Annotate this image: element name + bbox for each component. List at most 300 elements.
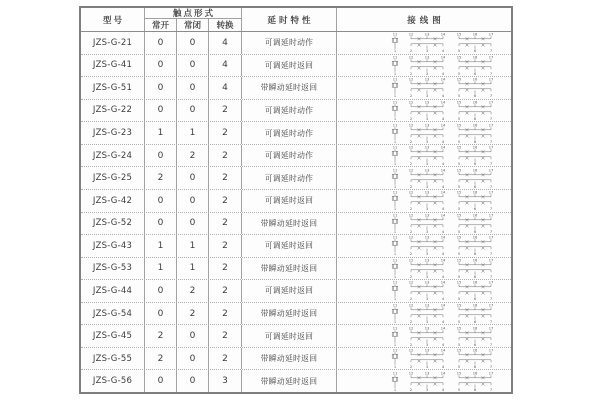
normally-closed-cell: 0 <box>177 348 209 370</box>
svg-text:17: 17 <box>488 168 494 173</box>
svg-text:17: 17 <box>488 77 494 82</box>
svg-text:12: 12 <box>408 235 414 240</box>
svg-text:5: 5 <box>457 320 461 325</box>
svg-text:6: 6 <box>473 207 477 212</box>
svg-text:3: 3 <box>425 207 429 212</box>
svg-text:6: 6 <box>473 342 477 347</box>
svg-text:7: 7 <box>489 342 493 347</box>
svg-text:4: 4 <box>441 252 445 257</box>
svg-text:5: 5 <box>457 139 461 144</box>
changeover-cell: 2 <box>209 145 242 167</box>
svg-text:12: 12 <box>408 55 414 60</box>
svg-text:15: 15 <box>456 77 462 82</box>
svg-text:2: 2 <box>409 320 413 325</box>
wiring-cell <box>337 167 511 189</box>
svg-text:15: 15 <box>456 123 462 128</box>
svg-text:5: 5 <box>457 297 461 302</box>
wiring-diagram <box>387 32 502 53</box>
table-row <box>81 77 511 100</box>
svg-text:3: 3 <box>425 252 429 257</box>
svg-text:17: 17 <box>488 100 494 105</box>
svg-text:7: 7 <box>489 49 493 54</box>
svg-text:7: 7 <box>489 297 493 302</box>
svg-text:1: 1 <box>393 274 397 279</box>
normally-closed-cell: 2 <box>177 280 209 302</box>
table-header-row <box>81 8 511 32</box>
wiring-diagram <box>387 77 502 98</box>
svg-text:13: 13 <box>424 258 430 263</box>
svg-text:12: 12 <box>408 32 414 37</box>
svg-text:12: 12 <box>408 168 414 173</box>
svg-text:5: 5 <box>457 184 461 189</box>
changeover-cell: 2 <box>209 190 242 212</box>
changeover-cell: 2 <box>209 100 242 122</box>
svg-text:14: 14 <box>440 258 446 263</box>
svg-text:6: 6 <box>473 71 477 76</box>
svg-text:15: 15 <box>456 303 462 308</box>
svg-text:17: 17 <box>488 280 494 285</box>
svg-text:5: 5 <box>457 71 461 76</box>
svg-text:11: 11 <box>392 326 398 331</box>
model-cell: JZS-G-51 <box>81 77 145 99</box>
svg-text:15: 15 <box>456 213 462 218</box>
model-cell: JZS-G-55 <box>81 348 145 370</box>
svg-text:16: 16 <box>472 55 478 60</box>
normally-open-cell: 0 <box>145 77 177 99</box>
table-row <box>81 32 511 55</box>
delay-cell: 带瞬动延时返回 <box>242 370 337 392</box>
normally-open-cell: 1 <box>145 235 177 257</box>
table-row <box>81 190 511 213</box>
svg-text:11: 11 <box>392 32 398 37</box>
svg-text:13: 13 <box>424 168 430 173</box>
normally-open-cell: 0 <box>145 55 177 77</box>
normally-open-cell: 2 <box>145 348 177 370</box>
svg-text:16: 16 <box>472 258 478 263</box>
normally-open-cell: 2 <box>145 325 177 347</box>
svg-text:7: 7 <box>489 207 493 212</box>
svg-text:2: 2 <box>409 342 413 347</box>
svg-text:1: 1 <box>393 139 397 144</box>
table-row <box>81 370 511 392</box>
svg-text:5: 5 <box>457 49 461 54</box>
svg-text:3: 3 <box>425 139 429 144</box>
svg-text:3: 3 <box>425 342 429 347</box>
wiring-diagram <box>387 348 502 369</box>
svg-text:5: 5 <box>457 274 461 279</box>
svg-text:16: 16 <box>472 190 478 195</box>
svg-text:11: 11 <box>392 190 398 195</box>
svg-text:14: 14 <box>440 326 446 331</box>
changeover-cell: 2 <box>209 348 242 370</box>
changeover-cell: 3 <box>209 370 242 392</box>
svg-text:16: 16 <box>472 213 478 218</box>
svg-text:15: 15 <box>456 235 462 240</box>
svg-text:2: 2 <box>409 297 413 302</box>
svg-text:1: 1 <box>393 207 397 212</box>
svg-text:17: 17 <box>488 123 494 128</box>
svg-text:15: 15 <box>456 371 462 376</box>
svg-text:14: 14 <box>440 123 446 128</box>
svg-text:3: 3 <box>425 116 429 121</box>
wiring-diagram <box>387 213 502 234</box>
svg-text:2: 2 <box>409 274 413 279</box>
svg-text:4: 4 <box>441 116 445 121</box>
svg-text:7: 7 <box>489 274 493 279</box>
svg-text:3: 3 <box>425 71 429 76</box>
table-row <box>81 280 511 303</box>
changeover-cell: 4 <box>209 32 242 54</box>
svg-text:17: 17 <box>488 348 494 353</box>
normally-closed-cell: 1 <box>177 122 209 144</box>
svg-text:16: 16 <box>472 168 478 173</box>
normally-closed-cell: 0 <box>177 77 209 99</box>
svg-text:16: 16 <box>472 280 478 285</box>
svg-text:6: 6 <box>473 387 477 392</box>
svg-text:16: 16 <box>472 348 478 353</box>
svg-text:2: 2 <box>409 116 413 121</box>
svg-text:2: 2 <box>409 162 413 167</box>
svg-text:1: 1 <box>393 387 397 392</box>
svg-text:13: 13 <box>424 77 430 82</box>
svg-text:16: 16 <box>472 32 478 37</box>
svg-text:5: 5 <box>457 365 461 370</box>
svg-text:13: 13 <box>424 190 430 195</box>
svg-text:12: 12 <box>408 145 414 150</box>
svg-text:1: 1 <box>393 116 397 121</box>
normally-closed-cell: 2 <box>177 303 209 325</box>
svg-text:11: 11 <box>392 371 398 376</box>
svg-text:4: 4 <box>441 342 445 347</box>
wiring-cell <box>337 213 511 235</box>
table-row <box>81 55 511 78</box>
svg-text:17: 17 <box>488 213 494 218</box>
normally-open-cell: 1 <box>145 122 177 144</box>
wiring-cell <box>337 145 511 167</box>
svg-text:15: 15 <box>456 258 462 263</box>
changeover-cell: 4 <box>209 77 242 99</box>
svg-text:7: 7 <box>489 162 493 167</box>
svg-text:1: 1 <box>393 252 397 257</box>
svg-text:13: 13 <box>424 123 430 128</box>
table-row <box>81 167 511 190</box>
normally-closed-cell: 0 <box>177 190 209 212</box>
svg-text:2: 2 <box>409 365 413 370</box>
svg-text:16: 16 <box>472 326 478 331</box>
svg-text:2: 2 <box>409 94 413 99</box>
svg-text:15: 15 <box>456 326 462 331</box>
svg-text:2: 2 <box>409 71 413 76</box>
wiring-diagram <box>387 235 502 256</box>
svg-text:13: 13 <box>424 303 430 308</box>
table-row <box>81 213 511 236</box>
model-cell: JZS-G-43 <box>81 235 145 257</box>
svg-text:12: 12 <box>408 77 414 82</box>
delay-cell: 可调延时返回 <box>242 325 337 347</box>
svg-text:16: 16 <box>472 100 478 105</box>
table-row <box>81 122 511 145</box>
svg-text:2: 2 <box>409 49 413 54</box>
svg-text:3: 3 <box>425 365 429 370</box>
svg-text:14: 14 <box>440 303 446 308</box>
normally-closed-cell: 0 <box>177 55 209 77</box>
svg-text:4: 4 <box>441 320 445 325</box>
svg-text:17: 17 <box>488 145 494 150</box>
svg-text:17: 17 <box>488 235 494 240</box>
normally-open-cell: 0 <box>145 32 177 54</box>
changeover-cell: 2 <box>209 258 242 280</box>
wiring-cell <box>337 77 511 99</box>
header-changeover: 转换 <box>216 21 234 31</box>
svg-text:14: 14 <box>440 55 446 60</box>
svg-text:12: 12 <box>408 213 414 218</box>
svg-text:14: 14 <box>440 213 446 218</box>
wiring-diagram <box>387 145 502 166</box>
svg-text:7: 7 <box>489 229 493 234</box>
svg-text:1: 1 <box>393 94 397 99</box>
spec-table <box>79 6 513 394</box>
svg-text:6: 6 <box>473 297 477 302</box>
wiring-cell <box>337 370 511 392</box>
svg-text:13: 13 <box>424 213 430 218</box>
normally-closed-cell: 0 <box>177 213 209 235</box>
table-row <box>81 258 511 281</box>
model-cell: JZS-G-56 <box>81 370 145 392</box>
svg-text:4: 4 <box>441 387 445 392</box>
svg-text:6: 6 <box>473 49 477 54</box>
svg-text:11: 11 <box>392 348 398 353</box>
svg-text:17: 17 <box>488 55 494 60</box>
svg-text:11: 11 <box>392 280 398 285</box>
normally-closed-cell: 1 <box>177 258 209 280</box>
svg-text:2: 2 <box>409 229 413 234</box>
svg-text:14: 14 <box>440 77 446 82</box>
changeover-cell: 2 <box>209 280 242 302</box>
delay-cell: 带瞬动延时返回 <box>242 303 337 325</box>
svg-text:17: 17 <box>488 190 494 195</box>
changeover-cell: 2 <box>209 122 242 144</box>
svg-text:6: 6 <box>473 184 477 189</box>
table-row <box>81 100 511 123</box>
svg-text:3: 3 <box>425 49 429 54</box>
model-cell: JZS-G-53 <box>81 258 145 280</box>
svg-text:7: 7 <box>489 116 493 121</box>
wiring-cell <box>337 32 511 54</box>
table-rows <box>81 32 511 392</box>
svg-text:5: 5 <box>457 207 461 212</box>
svg-text:2: 2 <box>409 252 413 257</box>
svg-text:12: 12 <box>408 348 414 353</box>
svg-text:5: 5 <box>457 387 461 392</box>
svg-text:5: 5 <box>457 252 461 257</box>
svg-text:15: 15 <box>456 280 462 285</box>
header-contact-form-group <box>145 8 242 31</box>
svg-text:3: 3 <box>425 184 429 189</box>
svg-text:3: 3 <box>425 94 429 99</box>
wiring-cell <box>337 325 511 347</box>
svg-text:5: 5 <box>457 162 461 167</box>
svg-text:1: 1 <box>393 162 397 167</box>
table-row <box>81 303 511 326</box>
svg-text:4: 4 <box>441 162 445 167</box>
svg-text:13: 13 <box>424 55 430 60</box>
svg-text:16: 16 <box>472 145 478 150</box>
wiring-cell <box>337 280 511 302</box>
svg-text:13: 13 <box>424 326 430 331</box>
svg-text:3: 3 <box>425 297 429 302</box>
svg-text:4: 4 <box>441 49 445 54</box>
svg-text:13: 13 <box>424 348 430 353</box>
changeover-cell: 2 <box>209 167 242 189</box>
svg-text:15: 15 <box>456 348 462 353</box>
svg-text:17: 17 <box>488 326 494 331</box>
svg-text:7: 7 <box>489 387 493 392</box>
svg-text:4: 4 <box>441 274 445 279</box>
normally-closed-cell: 0 <box>177 100 209 122</box>
header-contact-form: 触点形式 <box>145 8 241 19</box>
normally-open-cell: 0 <box>145 145 177 167</box>
delay-cell: 带瞬动延时返回 <box>242 77 337 99</box>
wiring-diagram <box>387 123 502 144</box>
wiring-diagram <box>387 190 502 211</box>
normally-closed-cell: 2 <box>177 145 209 167</box>
header-normally-closed: 常闭 <box>177 19 209 31</box>
header-model: 型号 <box>81 8 145 31</box>
svg-text:1: 1 <box>393 229 397 234</box>
svg-text:3: 3 <box>425 229 429 234</box>
normally-closed-cell: 0 <box>177 167 209 189</box>
model-cell: JZS-G-44 <box>81 280 145 302</box>
table-row <box>81 348 511 371</box>
svg-text:14: 14 <box>440 168 446 173</box>
delay-cell: 可调延时动作 <box>242 100 337 122</box>
svg-text:4: 4 <box>441 71 445 76</box>
svg-text:12: 12 <box>408 100 414 105</box>
wiring-cell <box>337 303 511 325</box>
svg-text:12: 12 <box>408 303 414 308</box>
model-cell: JZS-G-21 <box>81 32 145 54</box>
svg-text:17: 17 <box>488 32 494 37</box>
wiring-diagram <box>387 326 502 347</box>
svg-text:13: 13 <box>424 32 430 37</box>
svg-text:17: 17 <box>488 303 494 308</box>
svg-text:16: 16 <box>472 303 478 308</box>
normally-closed-cell: 0 <box>177 325 209 347</box>
model-cell: JZS-G-24 <box>81 145 145 167</box>
table-row <box>81 325 511 348</box>
svg-text:6: 6 <box>473 320 477 325</box>
svg-text:13: 13 <box>424 280 430 285</box>
header-delay-characteristic: 延时特性 <box>242 8 337 31</box>
svg-text:4: 4 <box>441 94 445 99</box>
svg-text:14: 14 <box>440 32 446 37</box>
svg-text:15: 15 <box>456 168 462 173</box>
changeover-cell: 4 <box>209 55 242 77</box>
svg-text:13: 13 <box>424 235 430 240</box>
wiring-diagram <box>387 258 502 279</box>
changeover-cell: 2 <box>209 235 242 257</box>
normally-closed-cell: 0 <box>177 32 209 54</box>
svg-text:11: 11 <box>392 55 398 60</box>
svg-text:6: 6 <box>473 116 477 121</box>
svg-text:12: 12 <box>408 371 414 376</box>
header-wiring-diagram: 接线图 <box>407 15 445 26</box>
svg-text:11: 11 <box>392 303 398 308</box>
svg-text:2: 2 <box>409 387 413 392</box>
svg-text:6: 6 <box>473 162 477 167</box>
svg-text:1: 1 <box>393 320 397 325</box>
svg-text:17: 17 <box>488 258 494 263</box>
normally-open-cell: 1 <box>145 258 177 280</box>
changeover-cell: 2 <box>209 303 242 325</box>
model-cell: JZS-G-41 <box>81 55 145 77</box>
svg-text:16: 16 <box>472 371 478 376</box>
svg-text:7: 7 <box>489 184 493 189</box>
svg-text:12: 12 <box>408 258 414 263</box>
normally-open-cell: 0 <box>145 280 177 302</box>
model-cell: JZS-G-52 <box>81 213 145 235</box>
svg-text:4: 4 <box>441 229 445 234</box>
svg-text:13: 13 <box>424 145 430 150</box>
svg-text:14: 14 <box>440 145 446 150</box>
normally-open-cell: 2 <box>145 167 177 189</box>
svg-text:6: 6 <box>473 252 477 257</box>
svg-text:15: 15 <box>456 32 462 37</box>
delay-cell: 可调延时动作 <box>242 122 337 144</box>
delay-cell: 带瞬动延时返回 <box>242 258 337 280</box>
svg-text:7: 7 <box>489 252 493 257</box>
svg-text:1: 1 <box>393 184 397 189</box>
delay-cell: 可调延时返回 <box>242 280 337 302</box>
svg-text:6: 6 <box>473 274 477 279</box>
normally-open-cell: 0 <box>145 100 177 122</box>
delay-cell: 可调延时动作 <box>242 32 337 54</box>
delay-cell: 可调延时动作 <box>242 167 337 189</box>
svg-text:1: 1 <box>393 49 397 54</box>
svg-text:7: 7 <box>489 71 493 76</box>
wiring-cell <box>337 55 511 77</box>
header-normally-open: 常开 <box>145 19 177 31</box>
svg-text:16: 16 <box>472 77 478 82</box>
wiring-diagram <box>387 100 502 121</box>
svg-text:11: 11 <box>392 258 398 263</box>
svg-text:15: 15 <box>456 190 462 195</box>
svg-text:11: 11 <box>392 168 398 173</box>
delay-cell: 带瞬动延时返回 <box>242 348 337 370</box>
delay-cell: 带瞬动延时返回 <box>242 213 337 235</box>
svg-text:2: 2 <box>409 184 413 189</box>
svg-text:14: 14 <box>440 100 446 105</box>
model-cell: JZS-G-45 <box>81 325 145 347</box>
svg-text:6: 6 <box>473 139 477 144</box>
svg-text:17: 17 <box>488 371 494 376</box>
delay-cell: 可调延时动作 <box>242 145 337 167</box>
delay-cell: 可调延时返回 <box>242 55 337 77</box>
normally-open-cell: 0 <box>145 370 177 392</box>
wiring-cell <box>337 258 511 280</box>
svg-text:13: 13 <box>424 371 430 376</box>
svg-text:6: 6 <box>473 94 477 99</box>
model-cell: JZS-G-25 <box>81 167 145 189</box>
svg-text:5: 5 <box>457 342 461 347</box>
normally-open-cell: 0 <box>145 303 177 325</box>
svg-text:11: 11 <box>392 213 398 218</box>
svg-text:4: 4 <box>441 139 445 144</box>
wiring-cell <box>337 190 511 212</box>
svg-text:14: 14 <box>440 235 446 240</box>
svg-text:12: 12 <box>408 123 414 128</box>
svg-text:3: 3 <box>425 274 429 279</box>
